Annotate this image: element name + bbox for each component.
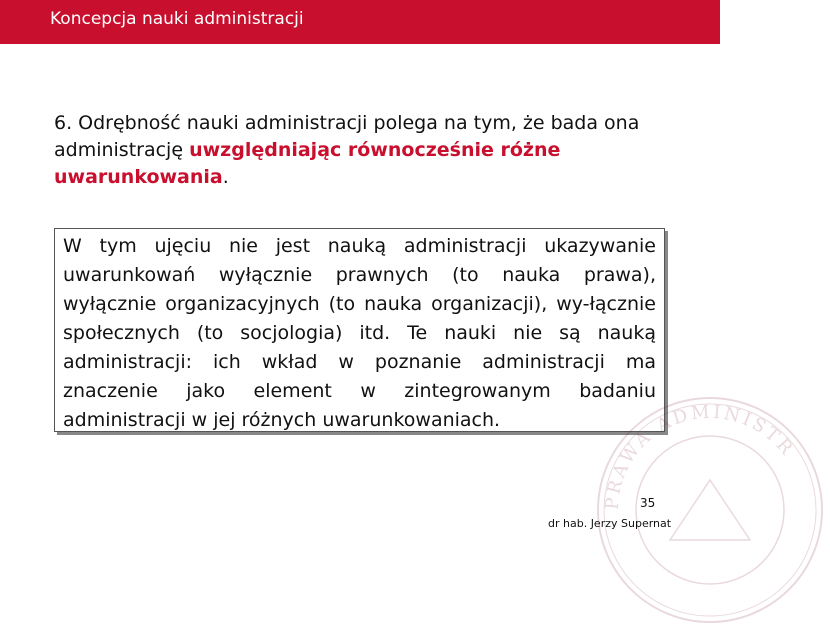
main-paragraph-emphasis: uwzględniając równocześnie różne uwarunkowania — [54, 139, 561, 188]
seal-text: PRAWA ADMINISTR — [601, 401, 799, 511]
quote-box — [54, 228, 665, 432]
quote-text: W tym ujęciu nie jest nauką administracji ukazywanie uwarunkowań wyłącznie prawnych (to nauka prawa), wyłącznie organizacyjnych (to nauka organizacji), wy-łącznie społecznych (to socjologia) itd. Te nauki nie są nauką administracji: ich wkład w poznanie administracji ma znaczenie jako element w zintegrowanym badaniu administracji w jej różnych uwarunkowaniach. — [63, 235, 656, 431]
main-paragraph-prefix: 6. Odrębność nauki administracji polega na tym, że bada ona administrację — [54, 112, 640, 161]
university-seal-watermark — [590, 390, 830, 630]
header-bar — [0, 0, 720, 44]
slide-title: Koncepcja nauki administracji — [50, 9, 304, 29]
main-paragraph-suffix: . — [222, 166, 229, 188]
main-paragraph — [54, 110, 674, 191]
author-name: dr hab. Jerzy Supernat — [548, 517, 672, 530]
page-number: 35 — [640, 496, 656, 510]
